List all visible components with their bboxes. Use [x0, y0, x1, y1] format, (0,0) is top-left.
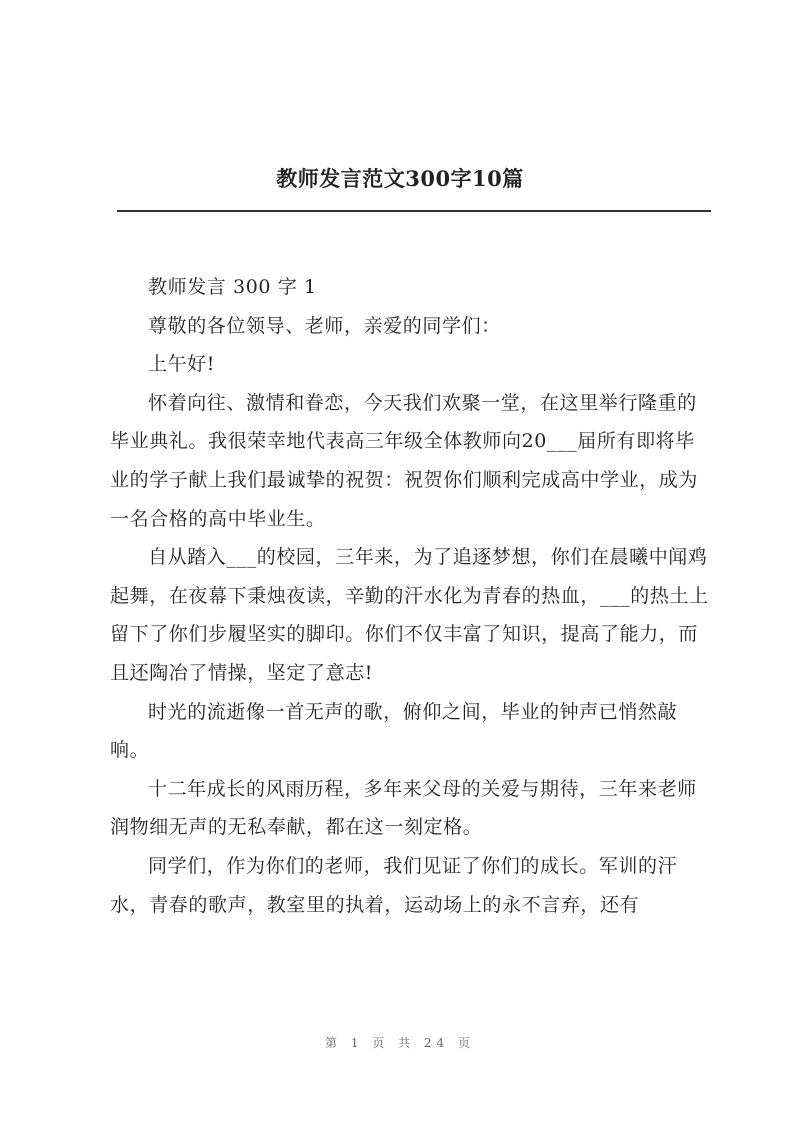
salutation: 尊敬的各位领导、老师，亲爱的同学们：	[148, 314, 501, 337]
document-title: 教师发言范文300字10篇	[276, 166, 524, 191]
page-footer: 第 1 页 共 24 页	[325, 1036, 475, 1050]
greeting: 上午好!	[148, 353, 216, 376]
body-paragraph: 自从踏入___的校园，三年来，为了追逐梦想，你们在晨曦中闻鸡起舞，在夜幕下秉烛夜读，辛勤的汗水化为青春的热血，___的热土上留下了你们步履坚实的脚印。你们不仅丰富了知识，提高了能力，而且还陶冶了情操，坚定了意志!	[110, 546, 709, 684]
body-paragraph: 怀着向往、激情和眷恋，今天我们欢聚一堂，在这里举行隆重的毕业典礼。我很荣幸地代表高三年级全体教师向20___届所有即将毕业的学子献上我们最诚挚的祝贺：祝贺你们顺利完成高中学业，成为一名合格的高中毕业生。	[110, 391, 699, 530]
section-heading: 教师发言 300 字 1	[148, 276, 317, 298]
body-paragraph: 时光的流逝像一首无声的歌，俯仰之间，毕业的钟声已悄然敲响。	[110, 700, 678, 762]
body-paragraph: 同学们，作为你们的老师，我们见证了你们的成长。军训的汗水，青春的歌声，教室里的执着，运动场上的永不言弃，还有	[110, 854, 678, 916]
body-paragraph: 十二年成长的风雨历程，多年来父母的关爱与期待，三年来老师润物细无声的无私奉献，都在这一刻定格。	[110, 777, 697, 839]
document-body	[110, 268, 710, 924]
title-divider	[117, 210, 711, 212]
